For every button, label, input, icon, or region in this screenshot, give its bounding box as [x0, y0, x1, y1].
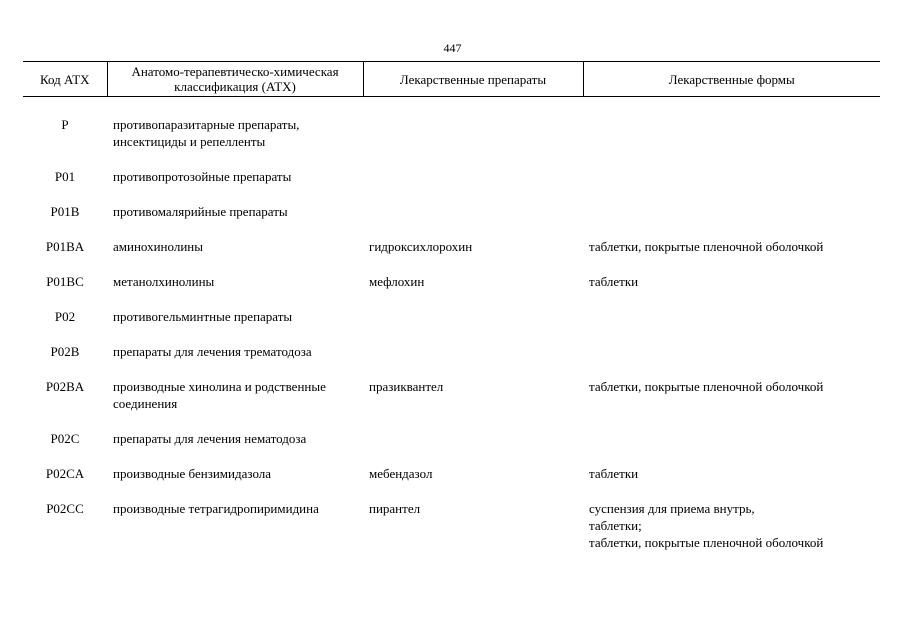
drug-cell: гидроксихлорохин — [369, 239, 473, 254]
table-row — [23, 343, 880, 378]
form-cell — [583, 430, 880, 465]
drug-cell: пирантел — [369, 501, 421, 516]
drug-cell — [363, 97, 583, 169]
table-row — [23, 238, 880, 273]
classification-cell: противопротозойные препараты — [113, 169, 292, 184]
classification-cell: противогельминтные препараты — [113, 309, 293, 324]
classification-cell: метанолхинолины — [113, 274, 215, 289]
classification-cell: производные хинолина и родственные соединения — [113, 379, 326, 411]
atx-code-cell: P02BA — [45, 379, 85, 394]
table-row — [23, 273, 880, 308]
table-row — [23, 500, 880, 569]
form-cell — [583, 343, 880, 378]
form-cell — [583, 97, 880, 169]
header-forms: Лекарственные формы — [583, 62, 880, 97]
atx-code-cell: P01BC — [46, 274, 84, 289]
drug-cell — [363, 203, 583, 238]
header-drugs: Лекарственные препараты — [363, 62, 583, 97]
table-row — [23, 203, 880, 238]
atx-code-cell: P01 — [54, 169, 76, 184]
atx-code-cell: P02 — [54, 309, 76, 324]
atx-code-cell: P01BA — [45, 239, 85, 254]
classification-cell: препараты для лечения нематодоза — [113, 431, 307, 446]
atx-code-cell: P01B — [50, 204, 80, 219]
atx-code-cell: P — [61, 117, 69, 132]
form-cell — [583, 203, 880, 238]
classification-cell: аминохинолины — [113, 239, 203, 254]
header-code: Код АТХ — [23, 62, 107, 97]
form-cell: суспензия для приема внутрь, таблетки; таблетки, покрытые пленочной оболочкой — [589, 501, 824, 550]
atx-code-cell: P02CA — [45, 466, 85, 481]
drug-cell — [363, 430, 583, 465]
table-row — [23, 378, 880, 430]
drug-cell: мефлохин — [369, 274, 425, 289]
classification-cell: производные бензимидазола — [113, 466, 272, 481]
table-row — [23, 308, 880, 343]
form-cell: таблетки, покрытые пленочной оболочкой — [589, 379, 824, 394]
form-cell: таблетки, покрытые пленочной оболочкой — [589, 239, 824, 254]
classification-cell: препараты для лечения трематодоза — [113, 344, 312, 359]
form-cell — [583, 168, 880, 203]
header-classification: Анатомо-терапевтическо-химическая классификация (АТХ) — [107, 62, 363, 97]
form-cell: таблетки — [589, 466, 639, 481]
drug-cell — [363, 308, 583, 343]
classification-cell: производные тетрагидропиримидина — [113, 501, 319, 516]
classification-cell: противомалярийные препараты — [113, 204, 288, 219]
page-number: 447 — [443, 41, 462, 55]
drug-cell — [363, 343, 583, 378]
drug-cell: празиквантел — [369, 379, 444, 394]
atx-code-cell: P02C — [50, 431, 80, 446]
atx-code-cell: P02CC — [46, 501, 84, 516]
table-row — [23, 168, 880, 203]
table-header-row — [23, 62, 880, 97]
drug-cell — [363, 168, 583, 203]
atx-code-cell: P02B — [50, 344, 80, 359]
table-row — [23, 465, 880, 500]
table-row — [23, 430, 880, 465]
atx-table — [23, 61, 880, 569]
table-body — [23, 97, 880, 570]
table-row — [23, 97, 880, 169]
form-cell — [583, 308, 880, 343]
drug-cell: мебендазол — [369, 466, 433, 481]
form-cell: таблетки — [589, 274, 639, 289]
classification-cell: противопаразитарные препараты, инсектициды и репелленты — [113, 117, 300, 149]
